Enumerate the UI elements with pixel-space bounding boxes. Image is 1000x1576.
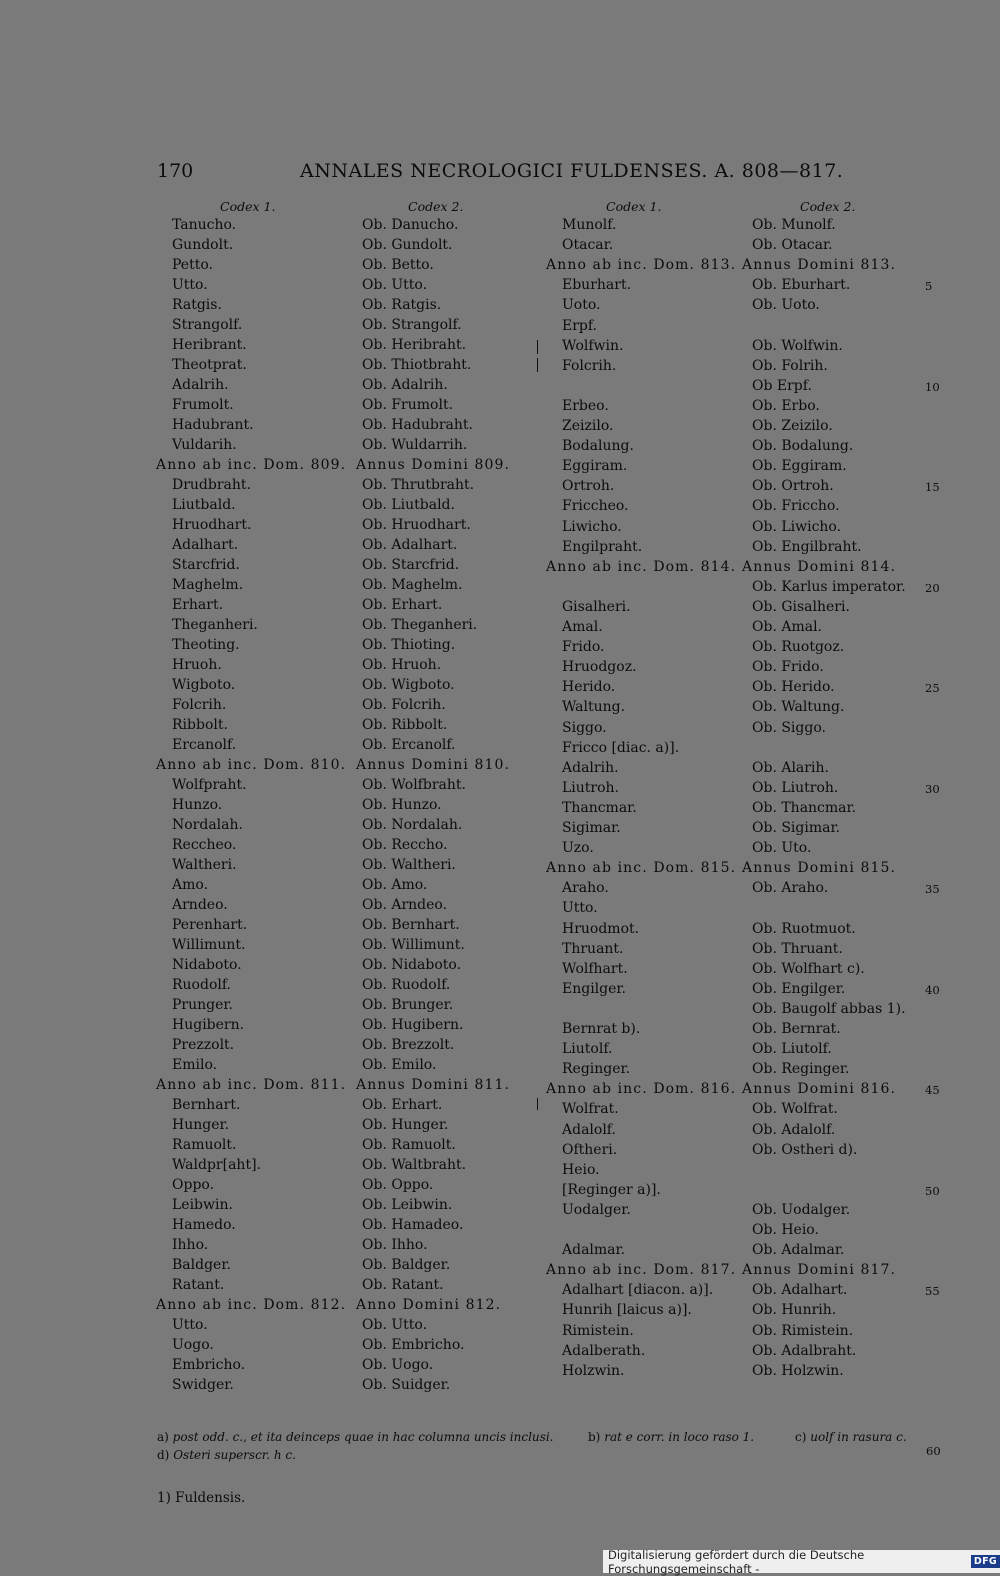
codex1-entry: Waltheri. [172, 857, 237, 873]
codex1-entry: Folcrih. [562, 357, 617, 374]
codex2-entry: Ob. Uoto. [752, 297, 820, 314]
codex2-entry: Ob. Nordalah. [362, 817, 463, 833]
codex1-entry: Wolfrat. [562, 1101, 619, 1118]
codex1-entry: Hruoh. [172, 657, 222, 673]
codex2-entry: Ob. Embricho. [362, 1337, 465, 1353]
codex1-entry: Amal. [562, 619, 603, 635]
codex2-entry: Ob. Ramuolt. [362, 1137, 456, 1153]
codex2-entry: Ob. Liutolf. [752, 1041, 832, 1058]
codex2-entry: Ob. Waltbraht. [362, 1157, 467, 1173]
codex2-entry: Ob. Emilo. [362, 1057, 437, 1073]
codex2-entry: Ob. Holzwin. [752, 1362, 844, 1379]
codex1-entry: Araho. [562, 880, 609, 897]
codex2-entry: Ob. Nidaboto. [362, 957, 462, 973]
column-rule [537, 340, 538, 354]
codex2-entry: Ob. Uogo. [362, 1357, 434, 1373]
codex2-entry: Ob. Ratgis. [362, 297, 442, 313]
codex2-entry: Ob. Heribraht. [362, 337, 467, 353]
codex1-entry: Eburhart. [562, 277, 632, 294]
codex2-entry: Ob. Adalolf. [752, 1121, 836, 1138]
codex2-entry: Ob. Brunger. [362, 997, 454, 1013]
codex1-entry: Reginger. [562, 1061, 631, 1078]
codex1-entry: Gundolt. [172, 237, 234, 253]
codex2-entry: Ob. Uto. [752, 840, 812, 857]
codex2-entry: Ob. Friccho. [752, 498, 840, 515]
codex1-entry: Liutbald. [172, 497, 236, 513]
codex1-entry: Otacar. [562, 237, 614, 254]
codex1-entry: Ihho. [172, 1237, 209, 1253]
footnote-1: 1) Fuldensis. [157, 1490, 246, 1506]
codex1-entry: Hunzo. [172, 797, 223, 813]
codex2-entry: Ob. Ruotgoz. [752, 639, 845, 656]
codex2-entry: Ob. Waltheri. [362, 857, 456, 873]
line-number: 30 [925, 781, 940, 796]
codex2-entry: Ob. Adalrih. [362, 377, 448, 393]
codex1-entry: Heribrant. [172, 337, 247, 353]
codex1-entry: Uoto. [562, 297, 601, 314]
year-heading-codex2: Annus Domini 815. [742, 860, 897, 877]
codex1-entry: Ortroh. [562, 478, 615, 495]
footnote-a: a) post odd. c., et ita deinceps quae in hac columna uncis inclusi. [157, 1430, 554, 1444]
codex1-entry: Erbeo. [562, 397, 609, 414]
codex2-entry: Ob. Heio. [752, 1222, 819, 1238]
codex1-entry: Petto. [172, 257, 213, 273]
codex1-entry: Leibwin. [172, 1197, 233, 1213]
codex2-entry: Ob. Wolfrat. [752, 1101, 838, 1118]
codex2-entry: Ob. Hugibern. [362, 1017, 464, 1033]
codex2-entry: Ob. Ercanolf. [362, 737, 456, 753]
codex2-entry: Ob. Uodalger. [752, 1201, 851, 1218]
codex2-entry: Ob. Leibwin. [362, 1197, 453, 1213]
codex2-entry: Ob. Eburhart. [752, 277, 851, 294]
line-number: 50 [925, 1183, 940, 1198]
codex2-entry: Ob. Herido. [752, 679, 835, 696]
dfg-logo: DFG [971, 1555, 1000, 1568]
codex1-entry: Adalmar. [562, 1242, 626, 1259]
codex1-entry: Reccheo. [172, 837, 237, 853]
codex1-entry: Drudbraht. [172, 477, 251, 493]
footnote-b: b) rat e corr. in loco raso 1. [588, 1430, 755, 1444]
codex1-entry: Emilo. [172, 1057, 218, 1073]
codex2-entry: Ob. Wolfwin. [752, 337, 843, 354]
line-number: 5 [925, 279, 933, 294]
codex2-entry: Ob. Frido. [752, 659, 824, 676]
codex1-entry: Bernrat b). [562, 1021, 641, 1037]
codex1-entry: Wolfpraht. [172, 777, 247, 793]
year-heading-codex2: Annus Domini 809. [356, 457, 511, 473]
dfg-credit-bar [603, 1547, 1000, 1576]
right-codex2-header: Codex 2. [800, 199, 856, 214]
codex1-entry: Liutroh. [562, 779, 620, 796]
line-number: 20 [925, 580, 940, 595]
codex2-entry: Ob. Bernrat. [752, 1021, 841, 1037]
codex1-entry: Maghelm. [172, 577, 244, 593]
codex1-entry: Hunger. [172, 1117, 230, 1133]
year-heading-codex2: Annus Domini 811. [356, 1077, 511, 1093]
year-heading-codex2: Annus Domini 810. [356, 757, 511, 773]
codex2-entry: Ob. Zeizilo. [752, 418, 833, 434]
year-heading-codex2: Annus Domini 813. [742, 257, 897, 274]
codex2-entry: Ob. Wigboto. [362, 677, 455, 693]
codex1-entry: Willimunt. [172, 937, 246, 953]
year-heading-codex1: Anno ab inc. Dom. 813. [546, 257, 737, 274]
codex2-entry: Ob. Ihho. [362, 1237, 428, 1253]
codex2-entry: Ob. Folcrih. [362, 697, 446, 713]
codex1-entry: Adalhart [diacon. a)]. [562, 1282, 714, 1299]
codex2-entry: Ob. Starcfrid. [362, 557, 460, 573]
codex2-entry: Ob. Engilger. [752, 980, 846, 997]
codex1-entry: Eggiram. [562, 458, 628, 475]
codex1-entry: Prunger. [172, 997, 233, 1013]
codex1-entry: Zeizilo. [562, 418, 614, 434]
column-rule [537, 1098, 538, 1110]
codex2-entry: Ob. Thruant. [752, 940, 843, 957]
codex1-entry: Adalolf. [562, 1121, 616, 1138]
codex1-entry: Frido. [562, 639, 605, 656]
codex1-entry: Erhart. [172, 597, 224, 613]
codex1-entry: Hunrih [laicus a)]. [562, 1302, 692, 1319]
codex1-entry: Strangolf. [172, 317, 243, 333]
codex1-entry: Ribbolt. [172, 717, 228, 733]
codex1-entry: Sigimar. [562, 820, 621, 836]
codex1-entry: Oppo. [172, 1177, 215, 1193]
codex1-entry: Friccheo. [562, 498, 629, 515]
codex1-entry: Theganheri. [172, 617, 258, 633]
codex1-entry: Thancmar. [562, 799, 637, 816]
codex1-entry: Starcfrid. [172, 557, 240, 573]
year-heading-codex1: Anno ab inc. Dom. 809. [156, 457, 347, 473]
codex2-entry: Ob. Brezzolt. [362, 1037, 455, 1053]
codex1-entry: Hadubrant. [172, 417, 254, 433]
year-heading-codex2: Annus Domini 816. [742, 1081, 897, 1098]
codex1-entry: Utto. [172, 277, 208, 293]
codex1-entry: Utto. [562, 900, 598, 917]
codex2-entry: Ob. Betto. [362, 257, 434, 273]
codex2-entry: Ob. Thrutbraht. [362, 477, 475, 493]
codex2-entry: Ob. Thioting. [362, 637, 456, 653]
codex2-entry: Ob. Hunger. [362, 1117, 449, 1133]
codex2-entry: Ob. Ruotmuot. [752, 920, 856, 937]
codex1-entry: Engilpraht. [562, 538, 643, 555]
codex2-entry: Ob. Wolfhart c). [752, 960, 865, 977]
codex2-entry: Ob. Ruodolf. [362, 977, 451, 993]
codex2-entry: Ob. Hruoh. [362, 657, 442, 673]
year-heading-codex2: Annus Domini 817. [742, 1262, 897, 1279]
codex2-entry: Ob. Amo. [362, 877, 428, 893]
codex2-entry: Ob. Theganheri. [362, 617, 478, 633]
page-number: 170 [157, 160, 194, 182]
codex2-entry: Ob. Gisalheri. [752, 598, 850, 615]
codex2-entry: Ob. Hunrih. [752, 1302, 837, 1319]
codex1-entry: Bodalung. [562, 438, 634, 455]
codex1-entry: Folcrih. [172, 697, 227, 713]
credit-text: Digitalisierung gefördert durch die Deutsche Forschungsgemeinschaft - [608, 1547, 865, 1576]
codex2-entry: Ob. Strangolf. [362, 317, 462, 333]
codex2-entry: Ob. Adalmar. [752, 1242, 845, 1259]
codex2-entry: Ob. Reginger. [752, 1061, 850, 1078]
codex2-entry: Ob. Liutroh. [752, 779, 839, 796]
codex2-entry: Ob. Erbo. [752, 397, 820, 414]
codex1-entry: Uogo. [172, 1337, 214, 1353]
codex2-entry: Ob. Otacar. [752, 237, 833, 254]
line-number: 60 [926, 1444, 941, 1458]
codex1-entry: Ramuolt. [172, 1137, 237, 1153]
codex2-entry: Ob. Adalhart. [362, 537, 458, 553]
column-rule [537, 358, 538, 372]
line-number: 55 [925, 1284, 940, 1299]
year-heading-codex1: Anno ab inc. Dom. 816. [546, 1081, 737, 1098]
codex2-entry: Ob. Waltung. [752, 699, 845, 716]
codex1-entry: Amo. [172, 877, 209, 893]
codex2-entry: Ob. Wuldarrih. [362, 437, 468, 453]
codex1-entry: Prezzolt. [172, 1037, 235, 1053]
line-number: 35 [925, 882, 940, 897]
codex2-entry: Ob. Baldger. [362, 1257, 451, 1273]
codex1-entry: [Reginger a)]. [562, 1181, 661, 1198]
codex1-entry: Hugibern. [172, 1017, 245, 1033]
codex1-entry: Theotprat. [172, 357, 247, 373]
codex1-entry: Wigboto. [172, 677, 236, 693]
codex2-entry: Ob. Thancmar. [752, 799, 857, 816]
codex1-entry: Hruodgoz. [562, 659, 637, 676]
codex1-entry: Engilger. [562, 980, 627, 997]
codex2-entry: Ob. Utto. [362, 1317, 428, 1333]
codex1-entry: Adalrih. [172, 377, 229, 393]
codex2-entry: Ob. Sigimar. [752, 820, 841, 836]
running-title: ANNALES NECROLOGICI FULDENSES. A. 808—817. [300, 160, 844, 182]
codex2-entry: Ob. Wolfbraht. [362, 777, 466, 793]
codex2-entry: Ob. Araho. [752, 880, 829, 897]
codex2-entry: Ob. Engilbraht. [752, 538, 862, 555]
codex1-entry: Liutolf. [562, 1041, 613, 1058]
codex2-entry: Ob. Reccho. [362, 837, 448, 853]
codex1-entry: Frumolt. [172, 397, 234, 413]
codex1-entry: Hruodhart. [172, 517, 252, 533]
right-codex1-header: Codex 1. [606, 199, 662, 214]
codex2-entry: Ob. Utto. [362, 277, 428, 293]
codex1-entry: Thruant. [562, 940, 624, 957]
codex1-entry: Ratgis. [172, 297, 222, 313]
line-number: 10 [925, 379, 940, 394]
codex1-entry: Swidger. [172, 1377, 234, 1393]
year-heading-codex1: Anno ab inc. Dom. 817. [546, 1262, 737, 1279]
codex1-entry: Wolfhart. [562, 960, 628, 977]
codex2-entry: Ob. Hamadeo. [362, 1217, 464, 1233]
codex1-entry: Munolf. [562, 217, 617, 233]
codex2-entry: Ob. Adalhart. [752, 1282, 848, 1299]
codex2-entry: Ob. Oppo. [362, 1177, 434, 1193]
codex2-entry: Ob. Erhart. [362, 1097, 443, 1113]
line-number: 15 [925, 480, 940, 495]
codex1-entry: Adalrih. [562, 759, 619, 776]
line-number: 45 [925, 1083, 940, 1098]
codex2-entry: Ob. Ortroh. [752, 478, 834, 495]
codex2-entry: Ob. Folrih. [752, 357, 828, 374]
codex2-entry: Ob. Amal. [752, 619, 822, 635]
codex1-entry: Uzo. [562, 840, 594, 857]
codex1-entry: Siggo. [562, 719, 607, 736]
codex2-entry: Ob. Thiotbraht. [362, 357, 472, 373]
codex2-entry: Ob. Karlus imperator. [752, 578, 906, 595]
codex1-entry: Theoting. [172, 637, 240, 653]
left-codex2-header: Codex 2. [408, 199, 464, 214]
year-heading-codex2: Anno Domini 812. [356, 1297, 502, 1313]
codex2-entry: Ob. Bodalung. [752, 438, 854, 455]
codex1-entry: Ruodolf. [172, 977, 231, 993]
codex1-entry: Adalhart. [172, 537, 239, 553]
codex2-entry: Ob Erpf. [752, 377, 812, 394]
codex1-entry: Oftheri. [562, 1141, 618, 1158]
codex2-entry: Ob. Hadubraht. [362, 417, 473, 433]
codex2-entry: Ob. Maghelm. [362, 577, 463, 593]
codex2-entry: Ob. Willimunt. [362, 937, 465, 953]
codex1-entry: Baldger. [172, 1257, 231, 1273]
codex1-entry: Nordalah. [172, 817, 243, 833]
codex1-entry: Gisalheri. [562, 598, 631, 615]
codex1-entry: Hamedo. [172, 1217, 236, 1233]
codex1-entry: Utto. [172, 1317, 208, 1333]
footnote-c: c) uolf in rasura c. [795, 1430, 907, 1444]
codex1-entry: Erpf. [562, 317, 598, 334]
codex2-entry: Ob. Liutbald. [362, 497, 455, 513]
left-codex1-header: Codex 1. [220, 199, 276, 214]
codex1-entry: Hruodmot. [562, 920, 640, 937]
codex1-entry: Heio. [562, 1161, 600, 1178]
codex2-entry: Ob. Suidger. [362, 1377, 451, 1393]
year-heading-codex1: Anno ab inc. Dom. 812. [156, 1297, 347, 1313]
codex1-entry: Waldpr[aht]. [172, 1157, 261, 1173]
codex2-entry: Ob. Hruodhart. [362, 517, 471, 533]
codex2-entry: Ob. Adalbraht. [752, 1342, 857, 1359]
codex1-entry: Perenhart. [172, 917, 248, 933]
codex1-entry: Arndeo. [172, 897, 228, 913]
codex1-entry: Holzwin. [562, 1362, 625, 1379]
codex1-entry: Ratant. [172, 1277, 225, 1293]
footnote-d: d) Osteri superscr. h c. [157, 1448, 296, 1462]
codex1-entry: Tanucho. [172, 217, 237, 233]
year-heading-codex1: Anno ab inc. Dom. 814. [546, 558, 737, 575]
codex2-entry: Ob. Rimistein. [752, 1322, 854, 1339]
codex2-entry: Ob. Ribbolt. [362, 717, 448, 733]
line-number: 25 [925, 681, 940, 696]
codex2-entry: Ob. Danucho. [362, 217, 459, 233]
codex1-entry: Wolfwin. [562, 337, 624, 354]
codex1-entry: Fricco [diac. a)]. [562, 739, 680, 756]
codex2-entry: Ob. Liwicho. [752, 518, 842, 535]
codex1-entry: Uodalger. [562, 1201, 631, 1218]
codex2-entry: Ob. Erhart. [362, 597, 443, 613]
codex2-entry: Ob. Eggiram. [752, 458, 847, 475]
codex2-entry: Ob. Ratant. [362, 1277, 444, 1293]
codex1-entry: Waltung. [562, 699, 626, 716]
year-heading-codex1: Anno ab inc. Dom. 815. [546, 860, 737, 877]
codex2-entry: Ob. Siggo. [752, 719, 826, 736]
codex1-entry: Embricho. [172, 1357, 246, 1373]
year-heading-codex1: Anno ab inc. Dom. 811. [156, 1077, 347, 1093]
codex2-entry: Ob. Arndeo. [362, 897, 448, 913]
codex2-entry: Ob. Bernhart. [362, 917, 460, 933]
codex1-entry: Ercanolf. [172, 737, 237, 753]
codex2-entry: Ob. Gundolt. [362, 237, 453, 253]
codex2-entry: Ob. Munolf. [752, 217, 836, 233]
year-heading-codex2: Annus Domini 814. [742, 558, 897, 575]
codex1-entry: Herido. [562, 679, 616, 696]
codex2-entry: Ob. Frumolt. [362, 397, 454, 413]
codex1-entry: Bernhart. [172, 1097, 241, 1113]
codex1-entry: Rimistein. [562, 1322, 634, 1339]
codex1-entry: Adalberath. [562, 1342, 646, 1359]
codex2-entry: Ob. Hunzo. [362, 797, 442, 813]
codex2-entry: Ob. Alarih. [752, 759, 829, 776]
codex2-entry: Ob. Baugolf abbas 1). [752, 1000, 906, 1017]
year-heading-codex1: Anno ab inc. Dom. 810. [156, 757, 347, 773]
codex1-entry: Nidaboto. [172, 957, 242, 973]
codex2-entry: Ob. Ostheri d). [752, 1141, 858, 1158]
codex1-entry: Vuldarih. [172, 437, 237, 453]
line-number: 40 [925, 982, 940, 997]
codex1-entry: Liwicho. [562, 518, 622, 535]
